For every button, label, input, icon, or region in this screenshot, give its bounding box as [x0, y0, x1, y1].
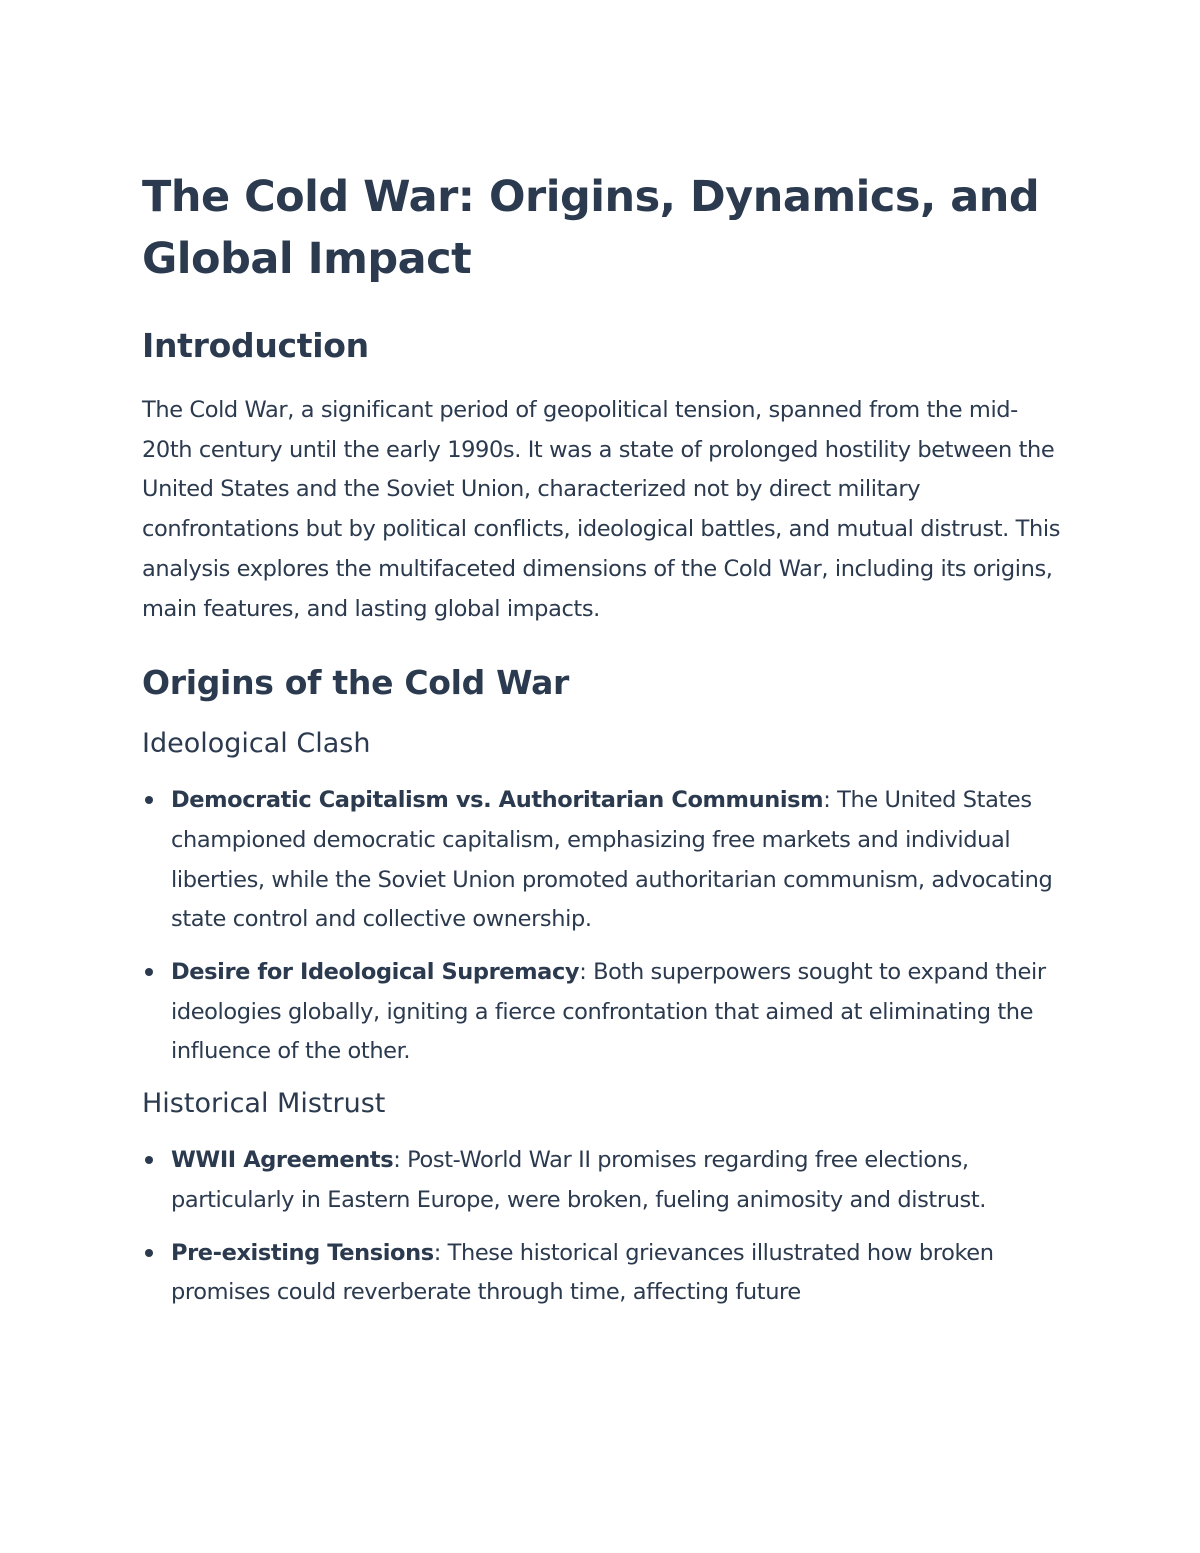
list-item-term: WWII Agreements — [171, 1147, 394, 1174]
bullet-icon — [145, 796, 153, 804]
list-item — [142, 953, 1060, 1072]
list-item-text: : Post-World War II promises regarding free elections, particularly in Eastern Europe, were broken, fueling animosity and distrust. — [171, 1147, 987, 1213]
origins-heading: Origins of the Cold War — [142, 663, 570, 703]
bullet-icon — [145, 968, 153, 976]
introduction-paragraph: The Cold War, a significant period of geopolitical tension, spanned from the mid-20th century until the early 1990s. It was a state of prolonged hostility between the United States and the Soviet Union, characterized not by direct military confrontations but by political conflicts, ideological battles, and mutual distrust. This analysis explores the multifaceted dimensions of the Cold War, including its origins, main features, and lasting global impacts. — [142, 397, 1061, 622]
bullet-icon — [145, 1156, 153, 1164]
ideological-clash-heading: Ideological Clash — [142, 728, 371, 760]
document-title: The Cold War: Origins, Dynamics, and Global Impact — [142, 172, 1040, 284]
historical-mistrust-heading: Historical Mistrust — [142, 1088, 386, 1120]
list-item-term: Pre-existing Tensions — [171, 1239, 434, 1266]
list-item-text: : The United States championed democratic capitalism, emphasizing free markets and individual liberties, while the Soviet Union promoted authoritarian communism, advocating state control and collective ownership. — [171, 787, 1053, 933]
ideological-clash-list — [142, 781, 1060, 1072]
historical-mistrust-list — [142, 1141, 1060, 1313]
list-item — [142, 781, 1060, 940]
list-item — [142, 1234, 1060, 1313]
list-item-term: Desire for Ideological Supremacy — [171, 959, 580, 986]
introduction-heading: Introduction — [142, 326, 369, 365]
list-item-term: Democratic Capitalism vs. Authoritarian Communism — [171, 787, 824, 814]
bullet-icon — [145, 1249, 153, 1257]
list-item-text: : Both superpowers sought to expand their ideologies globally, igniting a fierce confrontation that aimed at eliminating the influence of the other. — [171, 959, 1046, 1065]
list-item — [142, 1141, 1060, 1220]
list-item-text: : These historical grievances illustrated how broken promises could reverberate through time, affecting future — [171, 1239, 994, 1306]
